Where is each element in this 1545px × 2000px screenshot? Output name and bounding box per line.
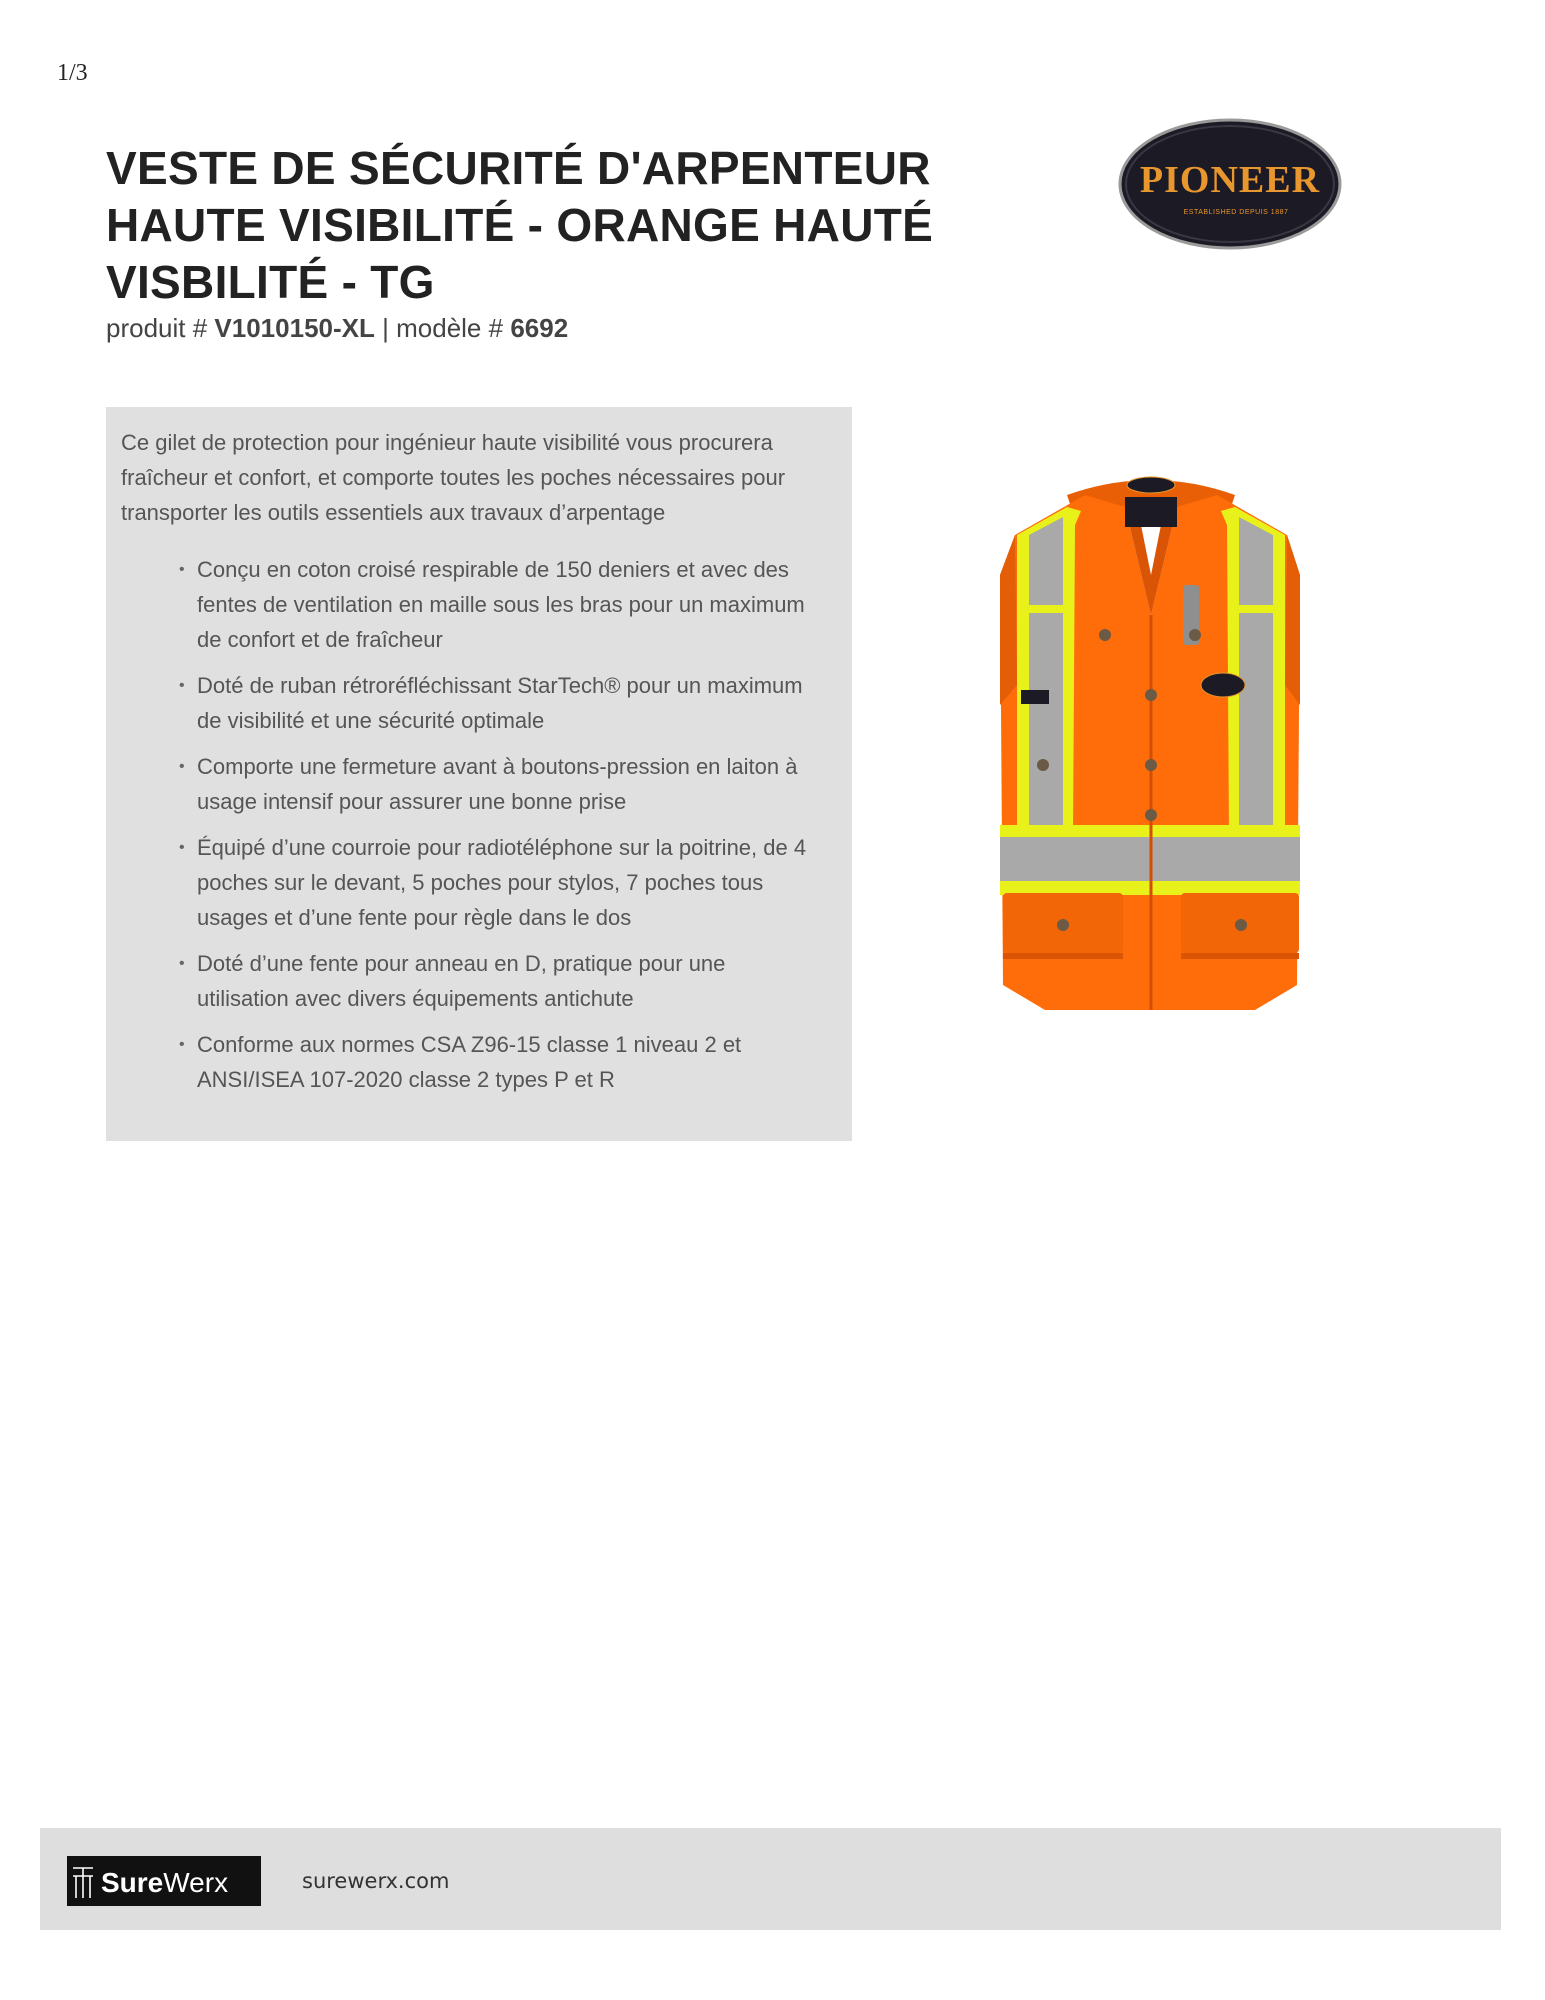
product-number: V1010150-XL xyxy=(214,313,375,343)
feature-item xyxy=(181,946,822,1016)
feature-item xyxy=(181,749,822,819)
feature-text: Conçu en coton croisé respirable de 150 deniers et avec des fentes de ventilation en maille sous les bras pour un maximum de confort et de fraîcheur xyxy=(197,557,805,652)
svg-text:SureWerx xyxy=(101,1867,228,1898)
feature-item xyxy=(181,668,822,738)
feature-text: Comporte une fermeture avant à boutons-pression en laiton à usage intensif pour assurer une bonne prise xyxy=(197,754,798,814)
pioneer-logo-text: PIONEER xyxy=(1139,159,1321,201)
surewerx-logo-bold: Sure xyxy=(101,1867,164,1898)
footer-bar xyxy=(40,1828,1501,1930)
model-number: 6692 xyxy=(510,313,569,343)
bullet-icon: • xyxy=(179,758,185,775)
page-number: 1/3 xyxy=(57,60,88,86)
surewerx-logo-light: Werx xyxy=(163,1867,229,1898)
footer-url[interactable]: surewerx.com xyxy=(302,1869,450,1893)
bullet-icon: • xyxy=(179,839,185,856)
vest-product-image xyxy=(955,465,1347,1015)
product-number-label: produit # xyxy=(106,313,208,343)
pioneer-logo xyxy=(1118,118,1342,250)
meta-separator: | xyxy=(382,313,389,343)
feature-item xyxy=(181,1027,822,1097)
description-panel xyxy=(106,407,852,1141)
bullet-icon: • xyxy=(179,1036,185,1053)
product-title: VESTE DE SÉCURITÉ D'ARPENTEUR HAUTE VISIBILITÉ - ORANGE HAUTÉ VISBILITÉ - TG xyxy=(106,142,934,308)
product-meta xyxy=(106,313,568,344)
surewerx-logo xyxy=(67,1856,261,1906)
pioneer-logo-tagline: ESTABLISHED DEPUIS 1887 xyxy=(1183,209,1289,216)
feature-item xyxy=(181,552,822,657)
feature-text: Équipé d’une courroie pour radiotéléphone sur la poitrine, de 4 poches sur le devant, 5 poches pour stylos, 7 poches tous usages et d’une fente pour règle dans le dos xyxy=(197,835,807,930)
description-intro: Ce gilet de protection pour ingénieur haute visibilité vous procurera fraîcheur et confort, et comporte toutes les poches nécessaires pour transporter les outils essentiels aux travaux d’arpentage xyxy=(121,430,786,525)
bullet-icon: • xyxy=(179,955,185,972)
bullet-icon: • xyxy=(179,561,185,578)
feature-item xyxy=(181,830,822,935)
model-number-label: modèle # xyxy=(396,313,504,343)
feature-list xyxy=(121,552,822,1097)
bullet-icon: • xyxy=(179,677,185,694)
feature-text: Conforme aux normes CSA Z96-15 classe 1 niveau 2 et ANSI/ISEA 107-2020 classe 2 types P et R xyxy=(197,1032,742,1092)
feature-text: Doté d’une fente pour anneau en D, pratique pour une utilisation avec divers équipements antichute xyxy=(197,951,726,1011)
feature-text: Doté de ruban rétroréfléchissant StarTech® pour un maximum de visibilité et une sécurité optimale xyxy=(197,673,803,733)
